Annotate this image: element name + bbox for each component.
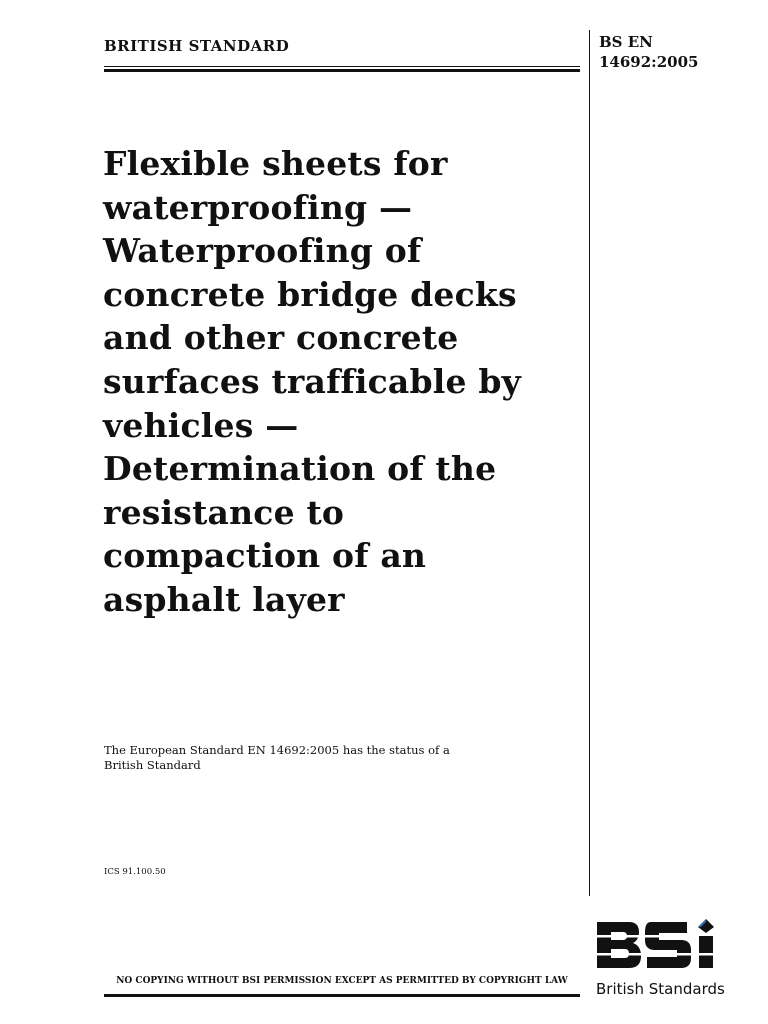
title-line: asphalt layer [103, 579, 345, 619]
standard-number-line2: 14692:2005 [599, 53, 699, 71]
title-line: waterproofing — [103, 187, 413, 227]
copyright-notice: NO COPYING WITHOUT BSI PERMISSION EXCEPT AS PERMITTED BY COPYRIGHT LAW [116, 976, 568, 986]
header-rule-thin [104, 66, 580, 67]
title-line: surfaces trafficable by [103, 361, 522, 401]
status-statement [104, 743, 450, 773]
document-title [103, 142, 583, 622]
title-line: Waterproofing of [103, 231, 422, 271]
title-line: Flexible sheets for [103, 144, 448, 183]
title-line: vehicles — [103, 405, 299, 445]
bsi-logo-mark [595, 918, 735, 974]
footer-rule [104, 994, 580, 997]
title-line: concrete bridge decks [103, 274, 517, 314]
standard-number-line1: BS EN [599, 33, 653, 51]
bsi-logo-caption: British Standards [596, 980, 725, 998]
document-type-label: BRITISH STANDARD [104, 37, 290, 55]
title-line: Determination of the [103, 449, 497, 489]
vertical-divider [589, 30, 590, 896]
status-line: The European Standard EN 14692:2005 has the status of a [104, 743, 450, 757]
status-line: British Standard [104, 758, 201, 772]
title-line: resistance to [103, 492, 345, 532]
title-line: and other concrete [103, 318, 459, 358]
header-rule-thick [104, 69, 580, 72]
ics-code: ICS 91.100.50 [104, 867, 166, 877]
standard-number [599, 32, 698, 72]
title-line: compaction of an [103, 536, 427, 576]
